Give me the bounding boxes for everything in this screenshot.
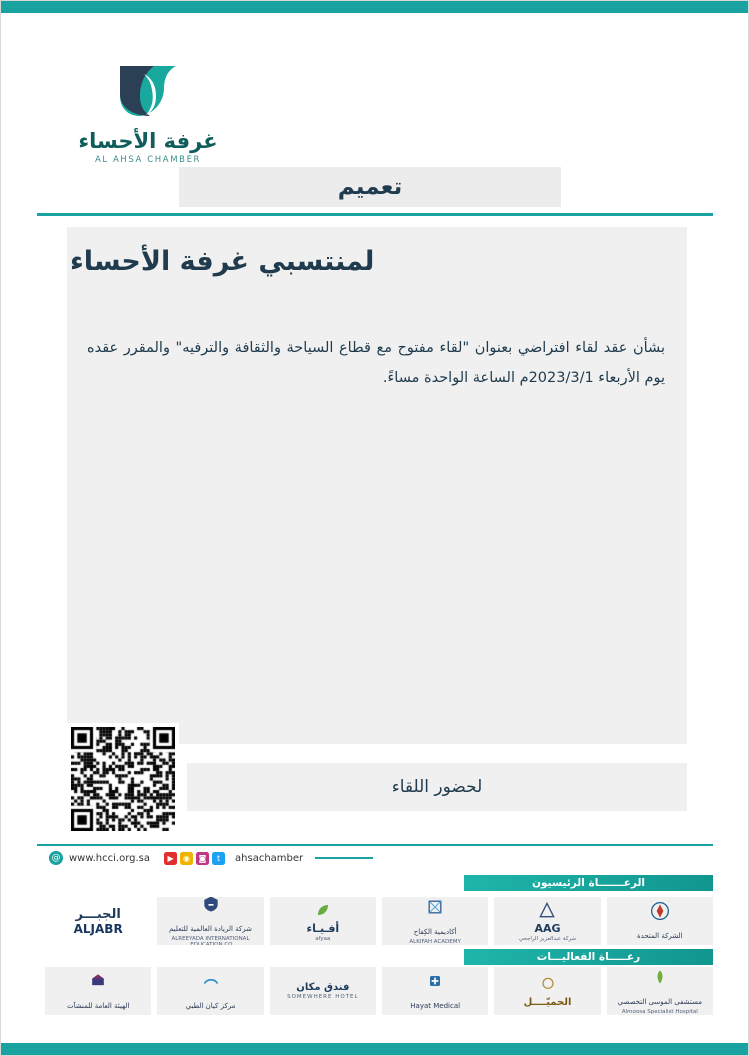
sponsor-logo-cell — [45, 897, 151, 945]
sponsor-logo-cell — [157, 967, 263, 1015]
instagram-icon[interactable]: ◙ — [196, 852, 209, 865]
sponsor-sub: SOMEWHERE HOTEL — [287, 994, 359, 1000]
chamber-logo-name-ar: غرفة الأحساء — [78, 129, 218, 153]
sponsor-name: أكاديمية الكِفاح — [413, 928, 457, 936]
event-sponsors-row — [45, 967, 713, 1015]
top-accent-bar — [1, 1, 748, 13]
sponsor-sub: شركة عبدالعزيز الراجحي — [518, 936, 577, 942]
sponsor-logo-cell — [494, 967, 600, 1015]
contact-row — [49, 848, 373, 868]
hayat-logo-icon — [425, 971, 445, 991]
aag-logo-icon — [537, 900, 557, 920]
almoosa-logo-icon — [650, 967, 670, 987]
sponsor-name: الحميّــــل — [523, 996, 572, 1008]
sponsor-name: أفـيـاء — [306, 922, 340, 935]
sponsor-name: الجبـــر — [75, 906, 121, 922]
alreeyada-logo-icon — [201, 897, 221, 914]
sponsor-logo-cell — [270, 967, 376, 1015]
afyaa-logo-icon — [313, 900, 333, 920]
sponsor-name: الهيئة العامة للمنشآت — [66, 1001, 130, 1010]
event-sponsors-title: رعـــــاة الفعاليـــات — [464, 949, 713, 965]
sponsor-logo-cell — [382, 967, 488, 1015]
kian-logo-icon — [201, 971, 221, 991]
sponsor-sub: Almoosa Specialist Hospital — [621, 1009, 698, 1015]
attend-strip — [187, 763, 687, 811]
monshaat-logo-icon — [88, 971, 108, 991]
alhumail-logo-icon — [538, 975, 558, 995]
twitter-icon[interactable]: t — [212, 852, 225, 865]
sponsor-logo-cell — [157, 897, 263, 945]
sponsor-sub: ALJABR — [73, 921, 123, 936]
body-heading: لمنتسبي غرفة الأحساء — [70, 246, 375, 277]
snapchat-icon[interactable]: ◉ — [180, 852, 193, 865]
united-logo-icon — [650, 901, 670, 921]
sponsor-logo-cell — [45, 967, 151, 1015]
alkifah-logo-icon — [425, 897, 445, 917]
sponsor-logo-cell — [607, 897, 713, 945]
title-divider — [37, 213, 713, 216]
sponsor-logo-cell — [382, 897, 488, 945]
social-handle[interactable]: ahsachamber — [235, 852, 304, 864]
main-sponsors-row — [45, 897, 713, 945]
sponsor-name: شركة الريادة العالمية للتعليم — [169, 925, 252, 933]
sponsor-name: AAG — [534, 922, 561, 935]
bottom-accent-bar — [1, 1043, 748, 1055]
sponsor-sub: afyaa — [315, 936, 331, 942]
sponsor-name: مركز كيان الطبي — [185, 1001, 236, 1010]
youtube-icon[interactable]: ▶ — [164, 852, 177, 865]
social-icons — [164, 852, 225, 865]
sponsor-name: فندق مكان — [296, 982, 350, 993]
sponsor-sub: ALREEYADA INTERNATIONAL EDUCATION CO. — [171, 936, 250, 945]
sponsor-logo-cell — [494, 897, 600, 945]
document-title-band — [179, 167, 561, 207]
body-panel — [67, 227, 687, 744]
sponsor-logo-cell — [607, 967, 713, 1015]
sponsor-name: مستشفى الموسى التخصصي — [617, 998, 702, 1006]
sponsor-name: الشركة المتحدة — [637, 931, 683, 940]
chamber-logo — [68, 56, 228, 165]
qr-code[interactable] — [67, 723, 179, 835]
qr-code-image — [71, 727, 175, 831]
chamber-logo-name-en: AL AHSA CHAMBER — [94, 155, 202, 166]
handle-rule — [315, 857, 373, 859]
sponsor-logo-cell — [270, 897, 376, 945]
website-url[interactable]: www.hcci.org.sa — [69, 852, 151, 864]
sponsor-sub: ALKIFAH ACADEMY — [409, 939, 461, 945]
document-title: تعميم — [337, 174, 403, 200]
globe-icon: @ — [49, 851, 63, 865]
body-paragraph: بشأن عقد لقاء افتراضي بعنوان "لقاء مفتوح مع قطاع السياحة والثقافة والترفيه" والمقرر عقده يوم الأربعاء 2023/3/1م الساعة الواحدة مساءً. — [87, 340, 665, 387]
contact-divider — [37, 844, 713, 846]
main-sponsors-title: الرعـــــــاة الرئيسيون — [464, 875, 713, 891]
chamber-logo-mark — [114, 56, 182, 124]
sponsor-name: Hayat Medical — [410, 1001, 461, 1010]
attend-label: لحضور اللقاء — [391, 777, 483, 797]
